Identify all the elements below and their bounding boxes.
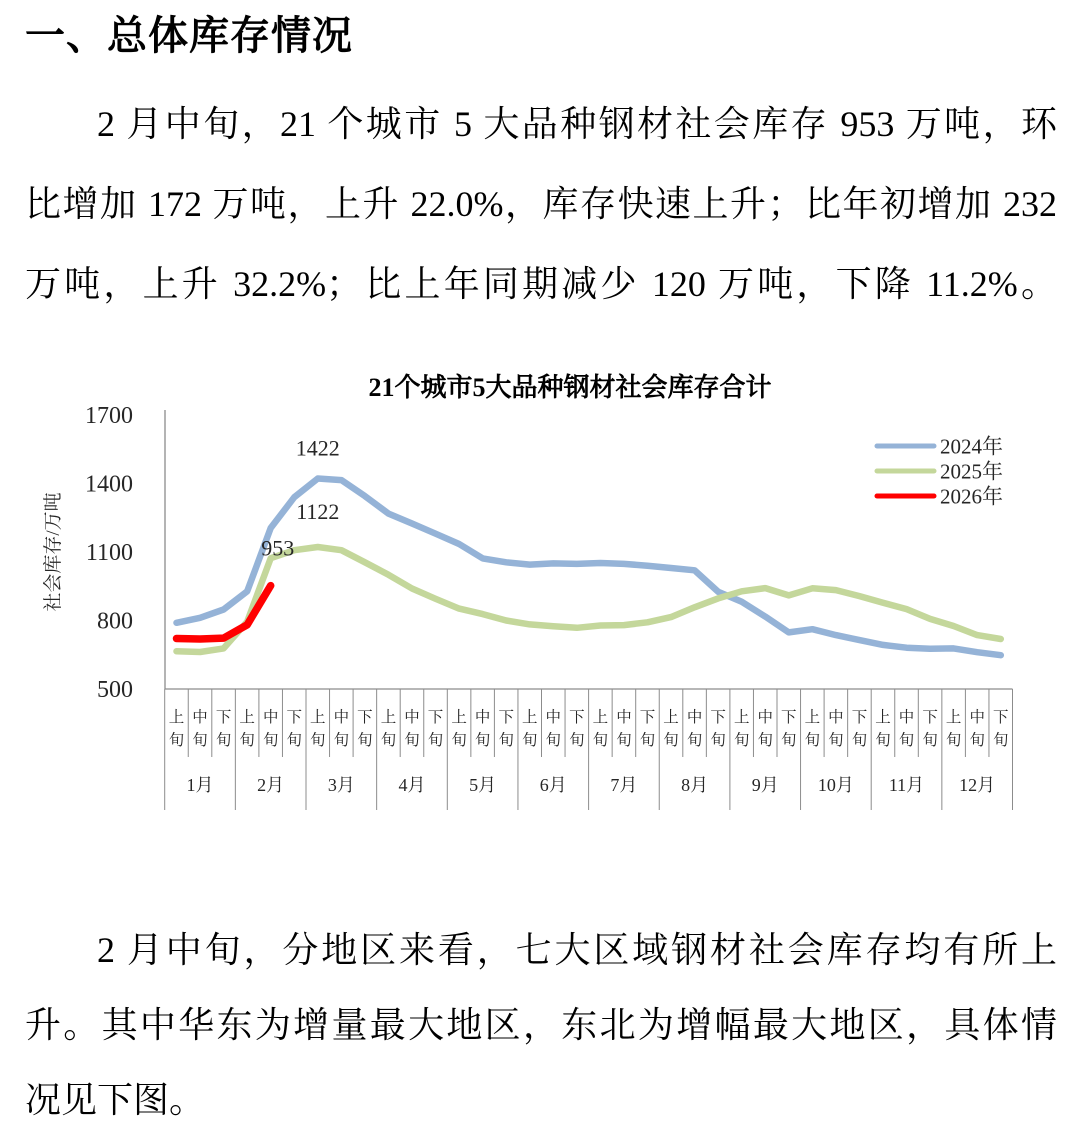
x-period-label: 中旬 xyxy=(616,709,632,749)
x-period-label: 下旬 xyxy=(569,709,585,749)
x-period-label: 下旬 xyxy=(215,709,232,749)
x-period-label: 上旬 xyxy=(592,709,609,749)
x-period-label: 上旬 xyxy=(310,709,326,749)
x-period-label: 上旬 xyxy=(804,709,821,749)
x-period-label: 中旬 xyxy=(545,709,562,749)
body-text-line: 况见下图。 xyxy=(25,1080,206,1120)
y-tick-label: 500 xyxy=(97,677,133,703)
legend-label: 2026年 xyxy=(940,484,1003,509)
x-month-label: 11月 xyxy=(888,775,925,795)
x-period-label: 中旬 xyxy=(333,709,350,749)
x-period-label: 中旬 xyxy=(828,709,844,749)
x-period-label: 上旬 xyxy=(945,709,962,749)
x-period-label: 上旬 xyxy=(521,709,538,749)
y-tick-label: 800 xyxy=(97,608,133,635)
x-month-label: 10月 xyxy=(817,775,854,795)
x-period-label: 下旬 xyxy=(922,709,938,749)
x-period-label: 上旬 xyxy=(875,709,891,749)
section-heading: 一、总体库存情况 xyxy=(25,14,353,58)
x-period-label: 中旬 xyxy=(262,709,279,749)
y-tick-label: 1700 xyxy=(85,403,133,429)
x-period-label: 下旬 xyxy=(286,709,303,749)
x-period-label: 上旬 xyxy=(733,709,750,749)
annotation-953: 953 xyxy=(261,535,295,561)
x-period-label: 上旬 xyxy=(168,709,185,749)
paragraph-regions xyxy=(25,913,1057,1129)
body-text-line: 升。其中华东为增量最大地区，东北为增幅最大地区，具体情 xyxy=(25,1005,1057,1045)
x-period-label: 下旬 xyxy=(427,709,444,749)
x-month-label: 5月 xyxy=(469,775,497,795)
x-month-label: 6月 xyxy=(539,775,567,795)
x-period-label: 中旬 xyxy=(969,709,985,749)
body-text-line: 2 月中旬，分地区来看，七大区域钢材社会库存均有所上 xyxy=(97,930,1057,970)
legend-label: 2024年 xyxy=(940,434,1003,459)
x-period-label: 下旬 xyxy=(781,709,797,749)
annotation-1122: 1122 xyxy=(296,498,340,524)
x-period-label: 下旬 xyxy=(639,709,656,749)
x-period-label: 中旬 xyxy=(686,709,703,749)
x-month-label: 1月 xyxy=(186,775,214,795)
legend-label: 2025年 xyxy=(940,459,1003,484)
x-month-label: 9月 xyxy=(751,775,779,795)
x-period-label: 下旬 xyxy=(992,709,1009,749)
x-period-label: 上旬 xyxy=(663,709,679,749)
x-month-label: 3月 xyxy=(327,775,355,795)
x-month-label: 12月 xyxy=(959,775,996,795)
x-period-label: 中旬 xyxy=(192,709,208,749)
body-text-line: 2 月中旬，21 个城市 5 大品种钢材社会库存 953 万吨，环 xyxy=(97,104,1057,144)
x-period-label: 中旬 xyxy=(898,709,915,749)
x-period-label: 上旬 xyxy=(451,709,467,749)
x-period-label: 中旬 xyxy=(404,709,420,749)
x-period-label: 下旬 xyxy=(851,709,868,749)
y-tick-label: 1100 xyxy=(85,540,133,566)
y-axis-title: 社会库存/万吨 xyxy=(43,492,64,612)
x-period-label: 下旬 xyxy=(357,709,373,749)
body-text-line: 万吨，上升 32.2%；比上年同期减少 120 万吨，下降 11.2%。 xyxy=(25,264,1057,304)
annotation-1422: 1422 xyxy=(295,435,340,461)
x-month-label: 4月 xyxy=(398,775,426,795)
body-text-line: 比增加 172 万吨，上升 22.0%，库存快速上升；比年初增加 232 xyxy=(25,184,1057,224)
x-month-label: 2月 xyxy=(257,775,285,795)
y-tick-label: 1400 xyxy=(85,471,133,498)
x-period-label: 上旬 xyxy=(239,709,255,749)
x-period-label: 下旬 xyxy=(498,709,514,749)
x-month-label: 8月 xyxy=(681,775,709,795)
x-period-label: 上旬 xyxy=(380,709,397,749)
x-period-label: 中旬 xyxy=(757,709,774,749)
chart-title: 21个城市5大品种钢材社会库存合计 xyxy=(368,373,772,402)
x-period-label: 下旬 xyxy=(710,709,726,749)
x-period-label: 中旬 xyxy=(474,709,491,749)
x-month-label: 7月 xyxy=(610,775,638,795)
